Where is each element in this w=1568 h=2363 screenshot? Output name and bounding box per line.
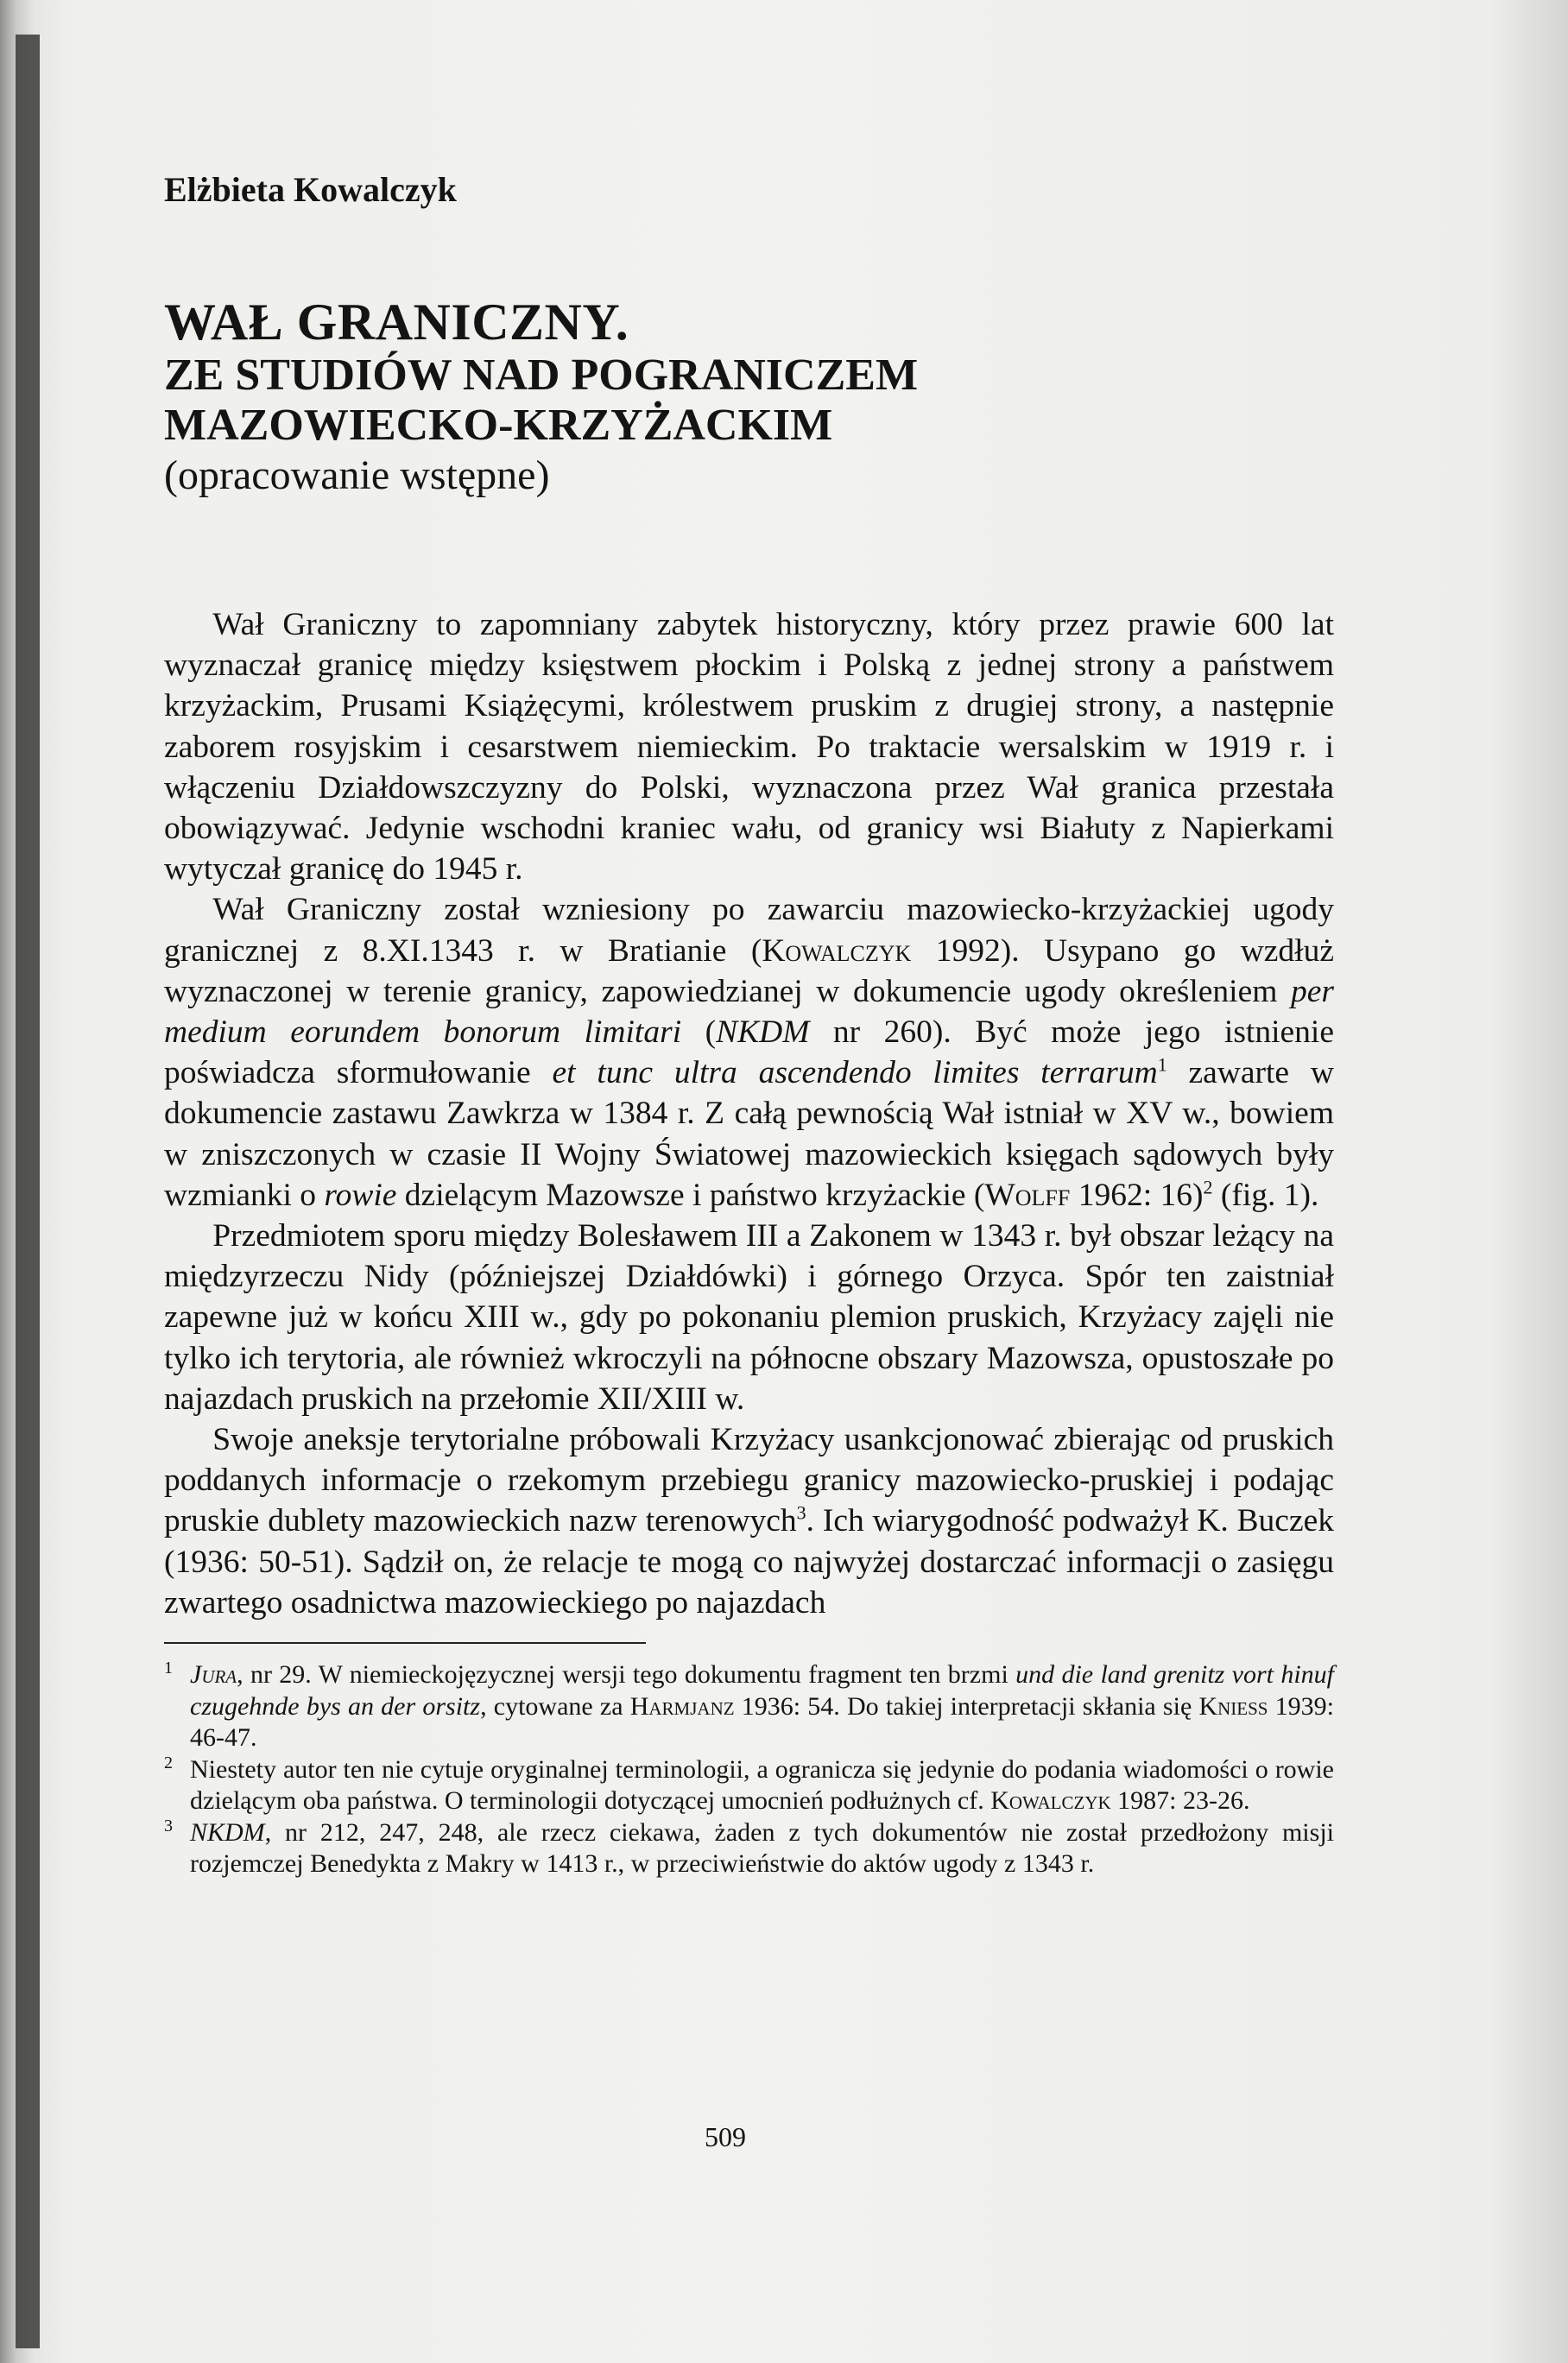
- fn1-text-1: , nr 29. W niemieckojęzycznej wersji tego dokumentu fragment ten brzmi: [237, 1660, 1016, 1690]
- article-subtitle-line-1: ZE STUDIÓW NAD POGRANICZEM: [164, 351, 919, 400]
- article-page: [164, 168, 1334, 2180]
- citation-author: Kowalczyk: [990, 1786, 1111, 1816]
- book-binding-shadow: [16, 35, 40, 2348]
- page-number: 509: [705, 2121, 746, 2152]
- p2-text-2: 1992). Usypano go wzdłuż wyznaczonej w terenie granicy, zapowiedzianej w dokumencie ugody określeniem: [164, 932, 1334, 1009]
- p2-text-7: 1962: 16): [1070, 1177, 1204, 1213]
- footnote-3: 3 NKDM, nr 212, 247, 248, ale rzecz ciekawa, żaden z tych dokumentów nie został przedłożony misji rozjemczej Benedykta z Makry w 1413 r., w przeciwieństwie do aktów ugody z 1343 r.: [164, 1816, 1334, 1879]
- fn3-text-1: , nr 212, 247, 248, ale rzecz ciekawa, żaden z tych dokumentów nie został przedłożony misji rozjemczej Benedykta z Makry w 1413 r., w przeciwieństwie do aktów ugody z 1343 r.: [190, 1817, 1334, 1879]
- p2-text-6: dzielącym Mazowsze i państwo krzyżackie (: [396, 1177, 985, 1213]
- p2-text-1: Wał Graniczny został wzniesiony po zawarciu mazowiecko-krzyżackiej ugody granicznej z 8.XI.1343 r. w Bratianie (: [164, 892, 1334, 969]
- p2-text-8: (fig. 1).: [1212, 1177, 1319, 1213]
- paragraph-1: Wał Graniczny to zapomniany zabytek historyczny, który przez prawie 600 lat wyznaczał granicę między księstwem płockim i Polską z jednej strony a państwem krzyżackim, Prusami Książęcymi, królestwem pruskim z drugiej strony, a następnie zaborem rosyjskim i cesarstwem niemieckim. Po traktacie wersalskim w 1919 r. i włączeniu Działdowszczyzny do Polski, wyznaczona przez Wał granica przestała obowiązywać. Jedynie wschodni kraniec wału, od granicy wsi Białuty z Napierkami wytyczał granicę do 1945 r.: [164, 607, 1334, 888]
- fn1-text-3: 1936: 54. Do takiej interpretacji skłania się: [734, 1691, 1199, 1721]
- citation-author: Kniess: [1198, 1691, 1268, 1721]
- article-title: WAŁ GRANICZNY.: [164, 294, 629, 351]
- latin-quote: et tunc ultra ascendendo limites terrarum: [552, 1055, 1158, 1091]
- p2-text-3: (: [681, 1014, 717, 1051]
- fn1-text-4: 1939: 46-47.: [190, 1691, 1334, 1753]
- fn1-text-2: , cytowane za: [480, 1691, 630, 1721]
- article-note: (opracowanie wstępne): [164, 452, 550, 498]
- citation-author: Wolff: [984, 1177, 1071, 1213]
- fn2-text-1: Niestety autor ten nie cytuje oryginalnej terminologii, a ogranicza się jedynie do podania wiadomości o rowie dzielącym oba państwa. O terminologii dotyczącej umocnień podłużnych cf.: [190, 1754, 1334, 1816]
- german-quote: und die land grenitz vort hinuf czugehnde bys an der orsitz: [190, 1660, 1335, 1721]
- p4-text-2: . Ich wiarygodność podważył K. Buczek (1936: 50-51). Sądził on, że relacje te mogą co najwyżej dostarczać informacji o zasięgu zwartego osadnictwa mazowieckiego po najazdach: [164, 1503, 1334, 1621]
- article-body: [164, 604, 1334, 1623]
- footnote-divider: [164, 1642, 646, 1644]
- fn2-text-2: 1987: 23-26.: [1110, 1786, 1250, 1816]
- source-abbreviation: Jura: [190, 1660, 237, 1690]
- latin-quote: per medium eorundem bonorum limitari: [164, 973, 1334, 1051]
- paragraph-2: [164, 889, 1334, 1216]
- source-abbreviation: NKDM: [716, 1014, 810, 1051]
- footnote-1: 1 Jura, nr 29. W niemieckojęzycznej wersji tego dokumentu fragment ten brzmi und die land grenitz vort hinuf czugehnde bys an der orsitz, cytowane za Harmjanz 1936: 54. Do takiej interpretacji skłania się Kniess 1939: 46-47.: [164, 1659, 1335, 1753]
- footnotes: [164, 1659, 1334, 1880]
- p2-text-4: nr 260). Być może jego istnienie poświadcza sformułowanie: [164, 1014, 1334, 1091]
- author-name: Elżbieta Kowalczyk: [164, 170, 457, 209]
- p2-text-5: zawarte w dokumencie zastawu Zawkrza w 1384 r. Z całą pewnością Wał istniał w XV w., bowiem w zniszczonych w czasie II Wojny Światowej mazowieckich księgach sądowych były wzmianki o: [164, 1055, 1334, 1213]
- article-subtitle-line-2: MAZOWIECKO-KRZYŻACKIM: [164, 401, 833, 450]
- footnote-ref-1[interactable]: 1: [1157, 1053, 1167, 1076]
- paragraph-4: [164, 1419, 1334, 1623]
- italic-term: rowie: [324, 1177, 397, 1213]
- footnote-ref-2[interactable]: 2: [1203, 1176, 1213, 1198]
- paragraph-3: Przedmiotem sporu między Bolesławem III a Zakonem w 1343 r. był obszar leżący na międzyrzeczu Nidy (późniejszej Działdówki) i górnego Orzyca. Spór ten zaistniał zapewne już w końcu XIII w., gdy po pokonaniu plemion pruskich, Krzyżacy zajęli nie tylko ich terytoria, ale również wkroczyli na północne obszary Mazowsza, opustoszałe po najazdach pruskich na przełomie XII/XIII w.: [164, 1218, 1334, 1417]
- citation-author: Harmjanz: [629, 1691, 735, 1721]
- citation-author: Kowalczyk: [762, 932, 912, 969]
- p4-text-1: Swoje aneksje terytorialne próbowali Krzyżacy usankcjonować zbierając od pruskich poddanych informacje o rzekomym przebiegu granicy mazowiecko-pruskiej i podając pruskie dublety mazowieckich nazw terenowych: [164, 1422, 1334, 1539]
- footnote-2: 2 Niestety autor ten nie cytuje oryginalnej terminologii, a ogranicza się jedynie do podania wiadomości o rowie dzielącym oba państwa. O terminologii dotyczącej umocnień podłużnych cf. Kowalczyk 1987: 23-26.: [164, 1753, 1334, 1816]
- footnote-ref-3[interactable]: 3: [796, 1501, 806, 1524]
- source-abbreviation: NKDM: [190, 1817, 265, 1847]
